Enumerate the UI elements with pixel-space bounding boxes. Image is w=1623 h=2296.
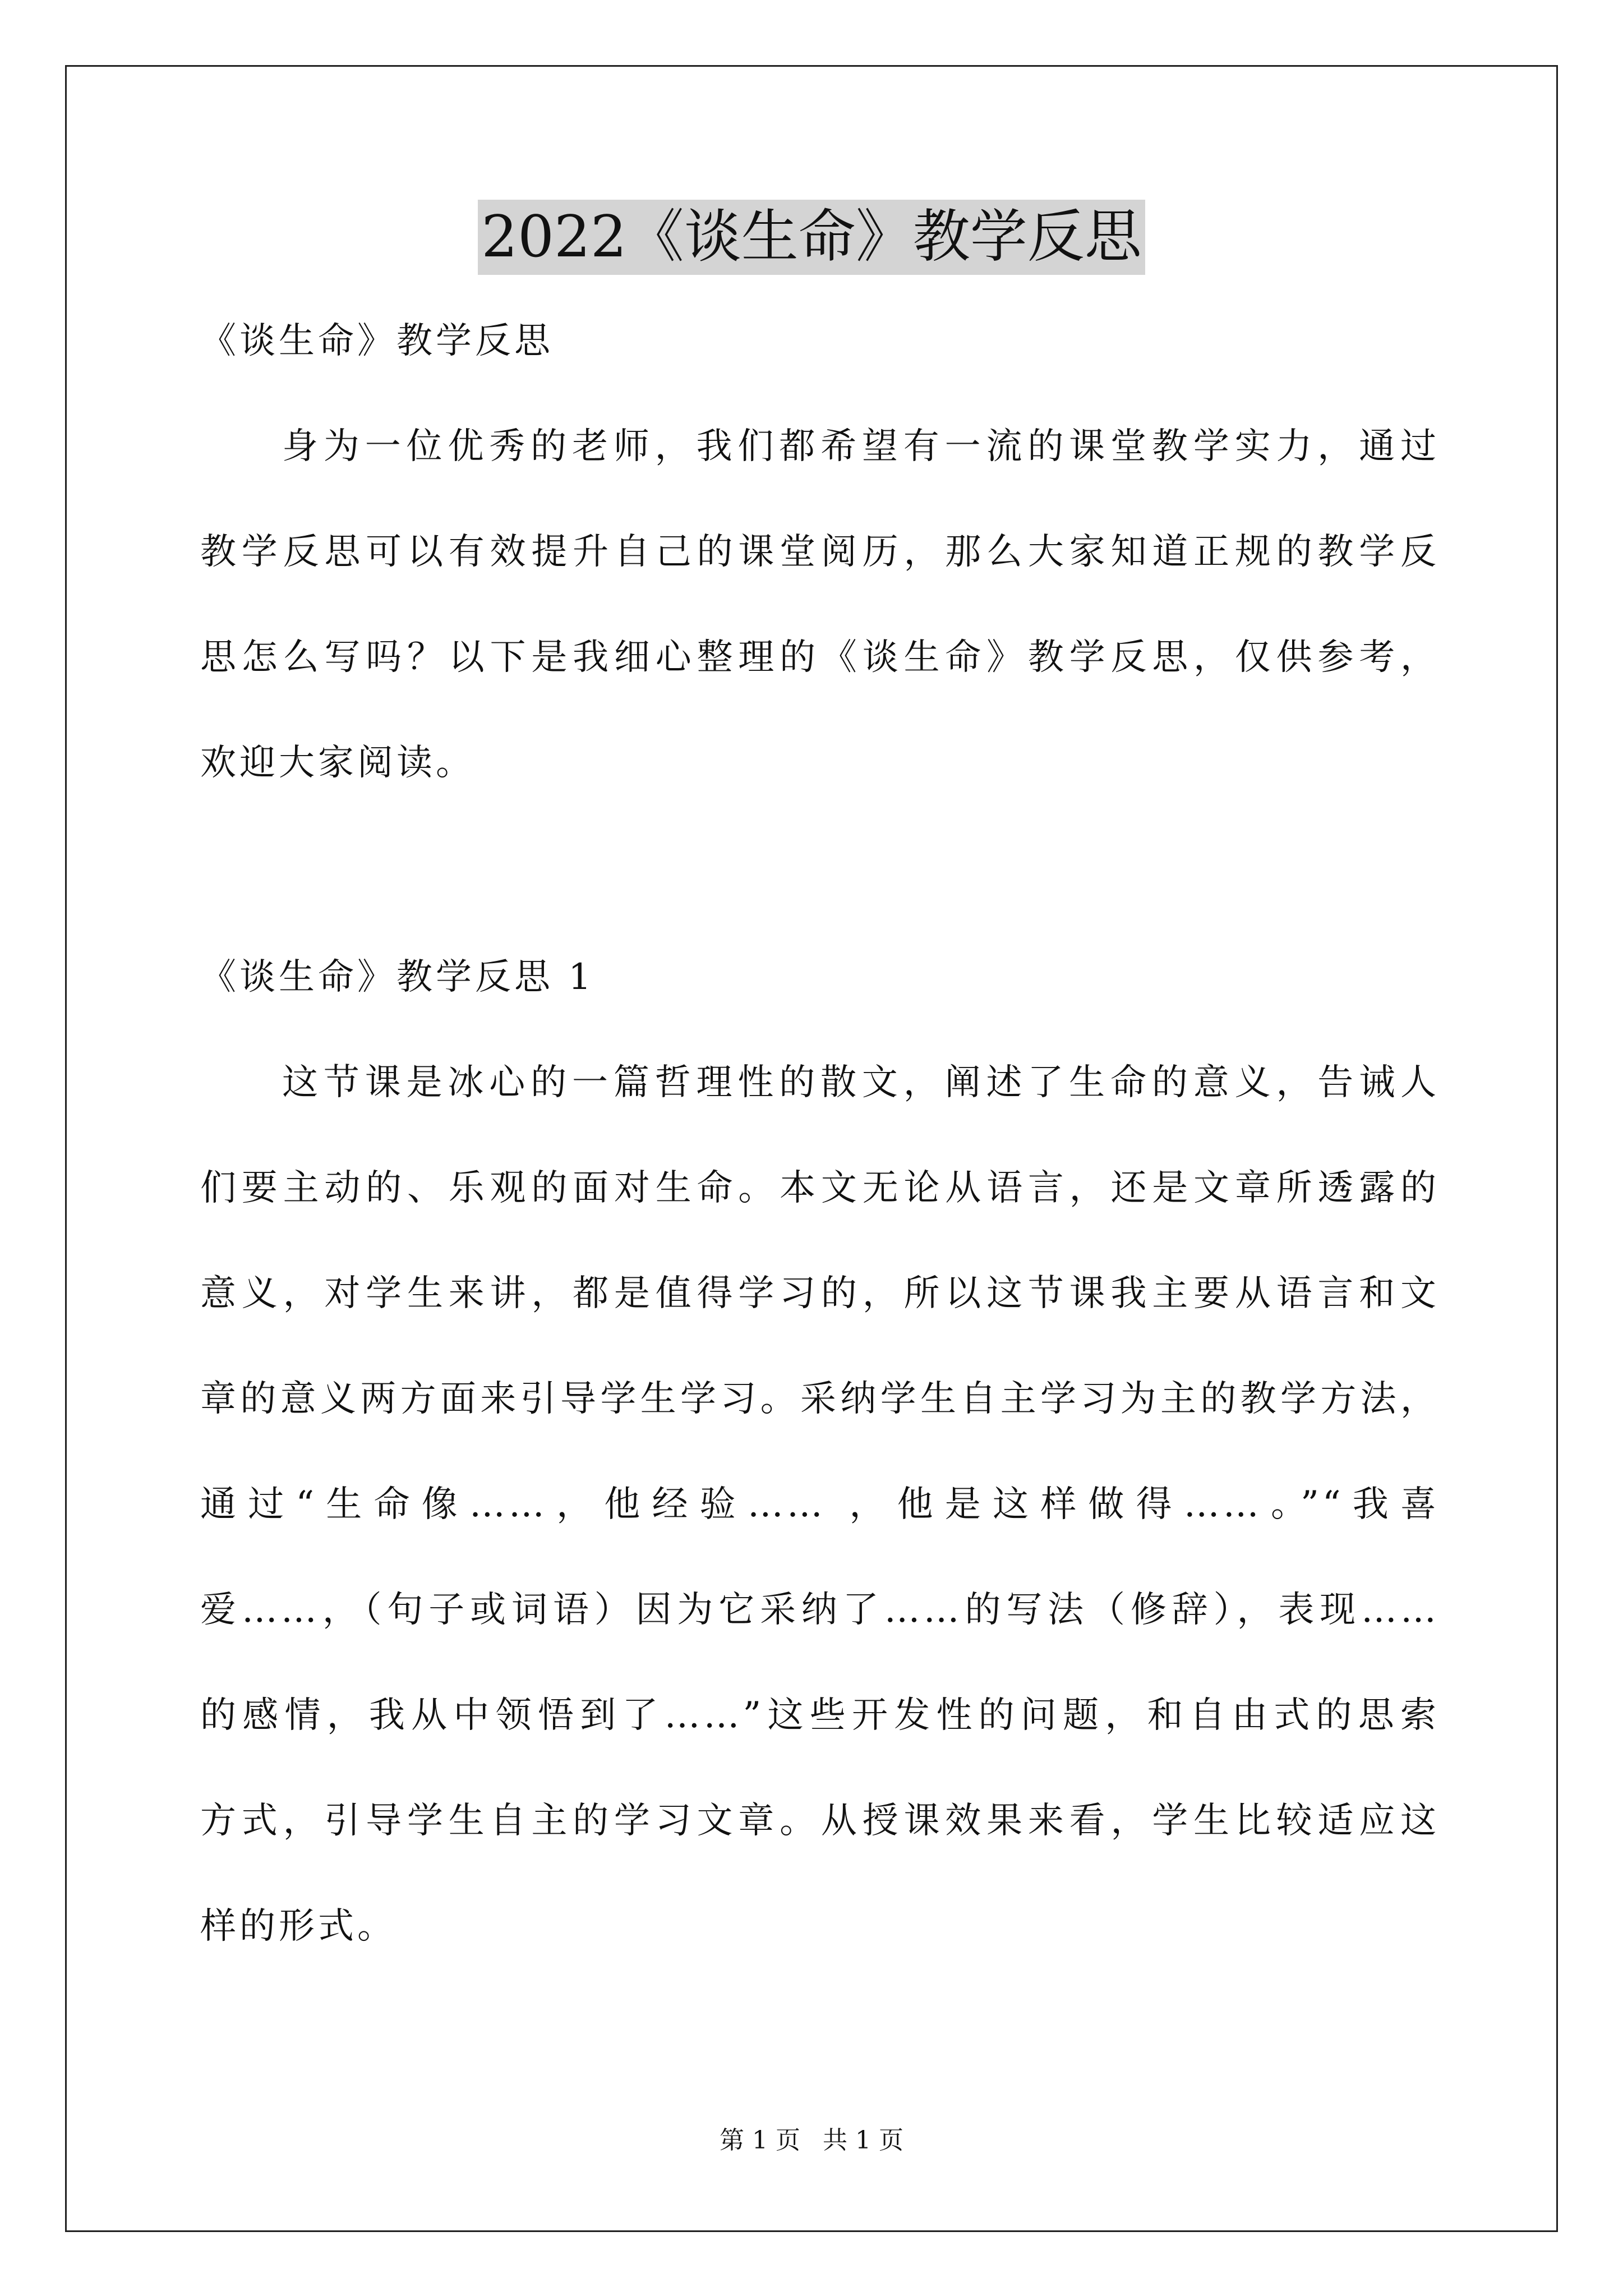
- section-paragraph: [200, 1056, 1440, 1953]
- paragraph-line: 的感情，我从中领悟到了……”这些开发性的问题，和自由式的思索: [200, 1695, 1440, 1736]
- paragraph-line: 方式，引导学生自主的学习文章。从授课效果来看，学生比较适应这: [200, 1800, 1440, 1842]
- paragraph-line: 身为一位优秀的老师，我们都希望有一流的课堂教学实力，通过: [282, 426, 1440, 467]
- title-container: [0, 200, 1623, 275]
- page-number: 第 1 页: [720, 2126, 800, 2155]
- page-footer: [0, 2124, 1623, 2157]
- paragraph-line: 章的意义两方面来引导学生学习。采纳学生自主学习为主的教学方法，: [200, 1378, 1440, 1420]
- paragraph-line: 教学反思可以有效提升自己的课堂阅历，那么大家知道正规的教学反: [200, 531, 1440, 573]
- intro-paragraph: [200, 420, 1440, 790]
- paragraph-line: 思怎么写吗？以下是我细心整理的《谈生命》教学反思，仅供参考，: [200, 637, 1440, 678]
- paragraph-line: 通过“生命像……，他经验…… ，他是这样做得……。”“我喜: [200, 1484, 1440, 1525]
- paragraph-line: 爱……，（句子或词语）因为它采纳了……的写法（修辞），表现……: [200, 1589, 1440, 1631]
- paragraph-line: 意义，对学生来讲，都是值得学习的，所以这节课我主要从语言和文: [200, 1273, 1440, 1314]
- document-title: 2022《谈生命》教学反思: [478, 200, 1145, 275]
- section-heading: 《谈生命》教学反思 1: [200, 956, 595, 998]
- paragraph-line: 欢迎大家阅读。: [200, 742, 475, 784]
- paragraph-line: 们要主动的、乐观的面对生命。本文无论从语言，还是文章所透露的: [200, 1167, 1440, 1209]
- paragraph-line: 这节课是冰心的一篇哲理性的散文，阐述了生命的意义，告诫人: [282, 1062, 1440, 1103]
- intro-heading: 《谈生命》教学反思: [200, 320, 554, 362]
- paragraph-line: 样的形式。: [200, 1906, 396, 1947]
- page-total: 共 1 页: [823, 2126, 903, 2155]
- document-body: [200, 303, 1440, 1953]
